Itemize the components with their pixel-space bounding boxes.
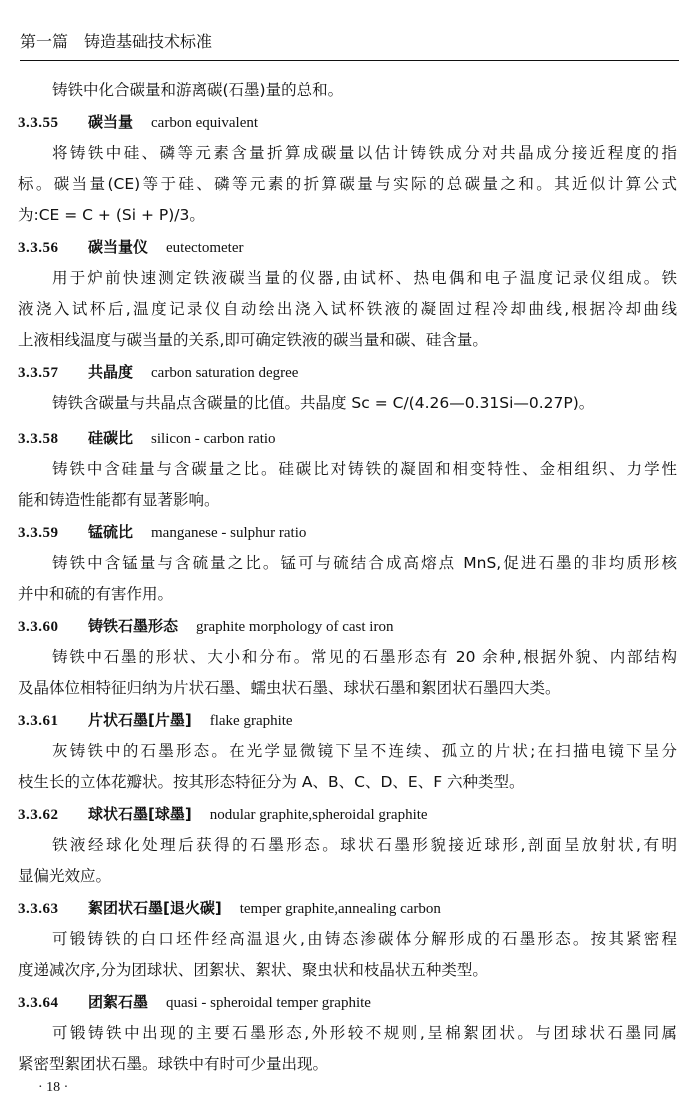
paragraph-line: 标。碳当量(CE)等于硅、磷等元素的折算碳量与实际的总碳量之和。其近似计算公式 bbox=[18, 175, 677, 193]
paragraph-line: 可锻铸铁的白口坯件经高温退火,由铸态渗碳体分解形成的石墨形态。按其紧密程 bbox=[52, 930, 677, 948]
term-english: carbon equivalent bbox=[151, 115, 259, 131]
page-number: · 18 · bbox=[38, 1080, 69, 1095]
paragraph-line: 枝生长的立体花瓣状。按其形态特征分为 A、B、C、D、E、F 六种类型。 bbox=[18, 773, 525, 791]
paragraph-line: 灰铸铁中的石墨形态。在光学显微镜下呈不连续、孤立的片状;在扫描电镜下呈分 bbox=[52, 742, 677, 760]
term-chinese: 共晶度 bbox=[88, 363, 134, 381]
term-3-3-59 bbox=[18, 522, 306, 543]
term-number: 3.3.58 bbox=[18, 431, 59, 447]
term-english: eutectometer bbox=[166, 240, 244, 256]
term-chinese: 团絮石墨 bbox=[88, 993, 149, 1011]
term-chinese: 锰硫比 bbox=[88, 523, 134, 541]
paragraph-line: 铸铁中含锰量与含硫量之比。锰可与硫结合成高熔点 MnS,促进石墨的非均质形核 bbox=[52, 554, 677, 572]
term-3-3-61 bbox=[18, 710, 293, 731]
term-chinese: 硅碳比 bbox=[88, 429, 134, 447]
term-number: 3.3.55 bbox=[18, 115, 59, 131]
term-3-3-58 bbox=[18, 428, 276, 449]
term-number: 3.3.61 bbox=[18, 713, 59, 729]
term-number: 3.3.60 bbox=[18, 619, 59, 635]
paragraph-line: 铸铁中石墨的形状、大小和分布。常见的石墨形态有 20 余种,根据外貌、内部结构 bbox=[52, 648, 677, 666]
term-english: temper graphite,annealing carbon bbox=[239, 901, 441, 917]
term-3-3-57 bbox=[18, 362, 298, 383]
term-chinese: 片状石墨[片墨] bbox=[88, 711, 192, 729]
term-3-3-60 bbox=[18, 616, 393, 637]
paragraph-line: 及晶体位相特征归纳为片状石墨、蠕虫状石墨、球状石墨和絮团状石墨四大类。 bbox=[18, 679, 561, 697]
term-number: 3.3.57 bbox=[18, 365, 59, 381]
term-number: 3.3.62 bbox=[18, 807, 59, 823]
term-english: flake graphite bbox=[209, 713, 293, 729]
term-number: 3.3.56 bbox=[18, 240, 59, 256]
paragraph-line: 铁液经球化处理后获得的石墨形态。球状石墨形貌接近球形,剖面呈放射状,有明 bbox=[52, 836, 677, 854]
paragraph-line: 紧密型絮团状石墨。球铁中有时可少量出现。 bbox=[18, 1055, 329, 1073]
term-english: nodular graphite,spheroidal graphite bbox=[209, 807, 428, 823]
term-3-3-56 bbox=[18, 237, 243, 258]
term-chinese: 碳当量 bbox=[88, 113, 134, 131]
term-3-3-64 bbox=[18, 992, 371, 1013]
term-number: 3.3.64 bbox=[18, 995, 59, 1011]
term-english: carbon saturation degree bbox=[151, 365, 299, 381]
paragraph-line: 用于炉前快速测定铁液碳当量的仪器,由试杯、热电偶和电子温度记录仪组成。铁 bbox=[52, 269, 677, 287]
paragraph-line: 度递减次序,分为团球状、团絮状、絮状、聚虫状和枝晶状五种类型。 bbox=[18, 961, 488, 979]
paragraph-line: 显偏光效应。 bbox=[18, 867, 112, 885]
paragraph-line: 为:CE = C + (Si + P)/3。 bbox=[18, 206, 205, 224]
term-english: quasi - spheroidal temper graphite bbox=[166, 995, 371, 1011]
term-chinese: 球状石墨[球墨] bbox=[88, 805, 192, 823]
paragraph-line: 液浇入试杯后,温度记录仪自动绘出浇入试杯铁液的凝固过程冷却曲线,根据冷却曲线 bbox=[18, 300, 677, 318]
paragraph-line: 将铸铁中硅、磷等元素含量折算成碳量以估计铸铁成分对共晶成分接近程度的指 bbox=[52, 144, 677, 162]
term-english: graphite morphology of cast iron bbox=[196, 619, 394, 635]
term-english: manganese - sulphur ratio bbox=[151, 525, 307, 541]
header-title: 第一篇 铸造基础技术标准 bbox=[20, 32, 213, 51]
paragraph-line: 可锻铸铁中出现的主要石墨形态,外形较不规则,呈棉絮团状。与团球状石墨同属 bbox=[52, 1024, 677, 1042]
term-3-3-62 bbox=[18, 804, 428, 825]
paragraph-line: 能和铸造性能都有显著影响。 bbox=[18, 491, 220, 509]
term-number: 3.3.59 bbox=[18, 525, 59, 541]
page-header bbox=[20, 32, 679, 62]
term-english: silicon - carbon ratio bbox=[151, 431, 276, 447]
paragraph-line: 铸铁中含硅量与含碳量之比。硅碳比对铸铁的凝固和相变特性、金相组织、力学性 bbox=[52, 460, 677, 478]
term-number: 3.3.63 bbox=[18, 901, 59, 917]
term-3-3-63 bbox=[18, 898, 441, 919]
paragraph-line: 并中和硫的有害作用。 bbox=[18, 585, 174, 603]
paragraph-line: 铸铁含碳量与共晶点含碳量的比值。共晶度 Sc = C/(4.26—0.31Si—0.27P)。 bbox=[52, 394, 595, 412]
term-chinese: 碳当量仪 bbox=[88, 238, 149, 256]
paragraph-line: 上液相线温度与碳当量的关系,即可确定铁液的碳当量和碳、硅含量。 bbox=[18, 331, 488, 349]
term-chinese: 铸铁石墨形态 bbox=[88, 617, 179, 635]
term-chinese: 絮团状石墨[退火碳] bbox=[88, 899, 222, 917]
header-rule bbox=[20, 60, 679, 61]
term-3-3-55 bbox=[18, 112, 258, 133]
paragraph-line: 铸铁中化合碳量和游离碳(石墨)量的总和。 bbox=[52, 81, 344, 99]
